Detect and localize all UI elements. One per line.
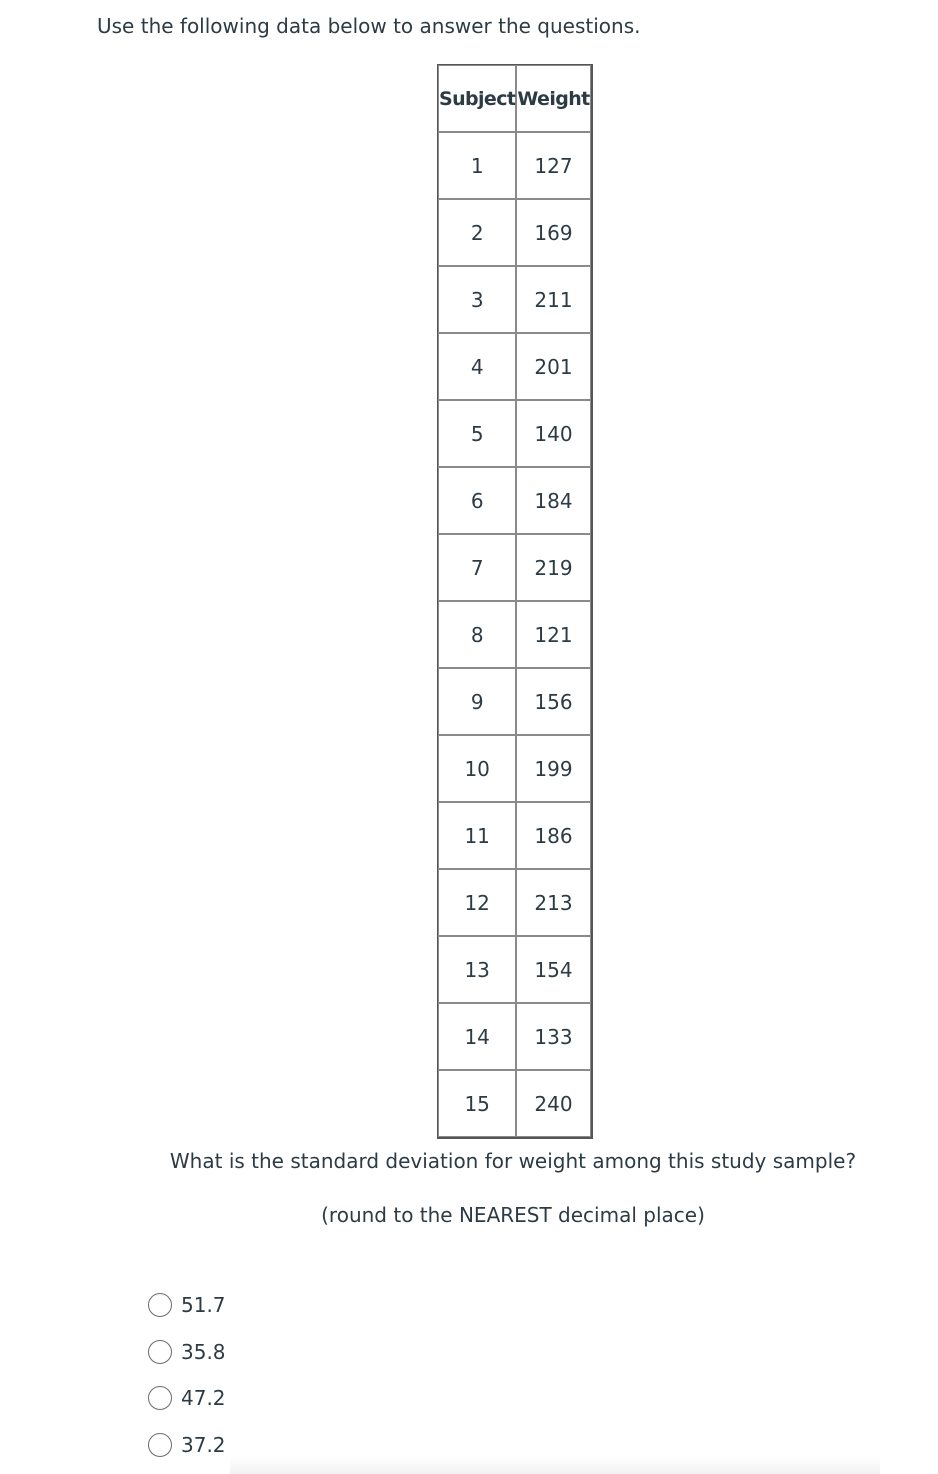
subject-cell: 12 (438, 869, 516, 936)
table-row (438, 400, 591, 467)
answer-list (148, 1282, 226, 1468)
subject-cell: 9 (438, 668, 516, 735)
weight-cell: 127 (516, 132, 590, 199)
weight-cell: 213 (516, 869, 590, 936)
instructions-text: Use the following data below to answer the questions. (97, 14, 641, 38)
answer-option[interactable] (148, 1282, 226, 1329)
table-row (438, 266, 591, 333)
weight-cell: 133 (516, 1003, 590, 1070)
bottom-shadow (230, 1456, 880, 1474)
subject-cell: 2 (438, 199, 516, 266)
answer-option[interactable] (148, 1375, 226, 1422)
weight-cell: 140 (516, 400, 590, 467)
subject-cell: 14 (438, 1003, 516, 1070)
table-row (438, 333, 591, 400)
table-row (438, 1003, 591, 1070)
subject-cell: 3 (438, 266, 516, 333)
answer-label[interactable]: 37.2 (181, 1432, 226, 1457)
weight-cell: 121 (516, 601, 590, 668)
table-row (438, 735, 591, 802)
radio-button[interactable] (148, 1386, 172, 1410)
radio-button[interactable] (148, 1340, 172, 1364)
weight-cell: 211 (516, 266, 590, 333)
radio-button[interactable] (148, 1293, 172, 1317)
table-row (438, 132, 591, 199)
table-row (438, 199, 591, 266)
answer-option[interactable] (148, 1422, 226, 1469)
weight-cell: 169 (516, 199, 590, 266)
subject-cell: 1 (438, 132, 516, 199)
answer-label[interactable]: 51.7 (181, 1293, 226, 1318)
weight-cell: 154 (516, 936, 590, 1003)
radio-button[interactable] (148, 1433, 172, 1457)
table-row (438, 668, 591, 735)
table-row (438, 869, 591, 936)
weight-cell: 219 (516, 534, 590, 601)
header-subject: Subject (438, 65, 516, 132)
answer-option[interactable] (148, 1329, 226, 1376)
subject-cell: 5 (438, 400, 516, 467)
subject-cell: 10 (438, 735, 516, 802)
subject-cell: 13 (438, 936, 516, 1003)
weight-cell: 186 (516, 802, 590, 869)
table-row (438, 936, 591, 1003)
subject-cell: 7 (438, 534, 516, 601)
weight-cell: 199 (516, 735, 590, 802)
weight-cell: 156 (516, 668, 590, 735)
table-row (438, 601, 591, 668)
data-table (437, 64, 593, 1139)
weight-cell: 184 (516, 467, 590, 534)
rounding-note: (round to the NEAREST decimal place) (321, 1203, 705, 1227)
subject-cell: 11 (438, 802, 516, 869)
header-weight: Weight (516, 65, 590, 132)
table-header-row (438, 65, 591, 132)
weight-cell: 240 (516, 1070, 590, 1137)
table-row (438, 1070, 591, 1137)
subject-cell: 8 (438, 601, 516, 668)
table-row (438, 802, 591, 869)
table-row (438, 467, 591, 534)
answer-label[interactable]: 47.2 (181, 1386, 226, 1411)
weight-cell: 201 (516, 333, 590, 400)
question-text: What is the standard deviation for weight among this study sample? (169, 1149, 857, 1173)
subject-cell: 4 (438, 333, 516, 400)
subject-cell: 6 (438, 467, 516, 534)
answer-label[interactable]: 35.8 (181, 1339, 226, 1364)
subject-cell: 15 (438, 1070, 516, 1137)
table-row (438, 534, 591, 601)
